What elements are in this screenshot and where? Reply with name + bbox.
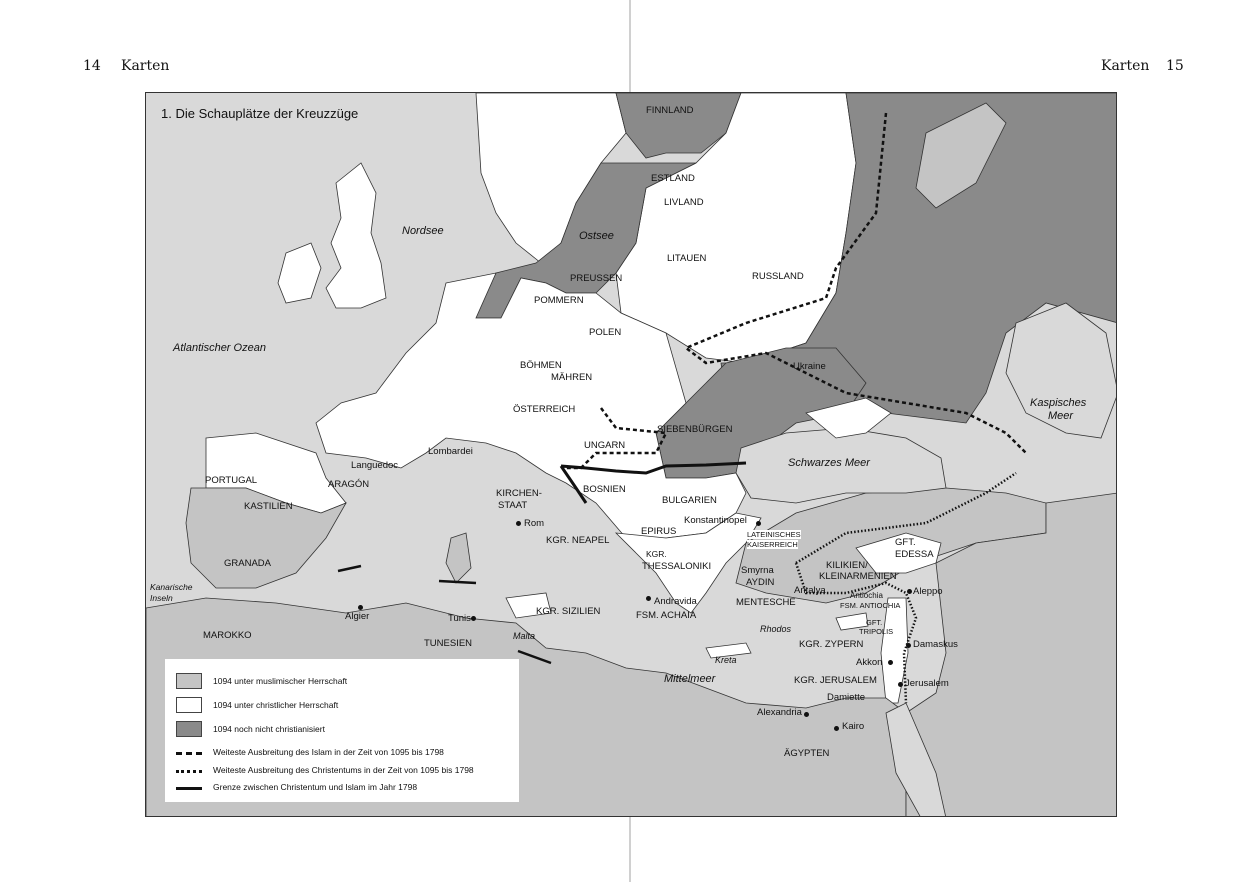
label-rhodos: Rhodos [760, 624, 792, 634]
label-polen: POLEN [589, 327, 622, 338]
legend-label-muslim: 1094 unter muslimischer Herrschaft [213, 676, 348, 686]
label-granada: GRANADA [224, 558, 271, 569]
label-fsm-antiochia: FSM. ANTIOCHIA [840, 601, 901, 610]
label-alexandria: Alexandria [757, 707, 802, 718]
label-algier: Algier [345, 611, 370, 622]
label-kilikien-1: KILIKIEN/ [826, 560, 868, 571]
label-aydin: AYDIN [746, 577, 775, 588]
label-kreta: Kreta [715, 655, 737, 665]
label-thessaloniki-1: KGR. [646, 549, 667, 559]
label-kirchenstaat-1: KIRCHEN- [496, 488, 542, 499]
label-antiochia: Antiochia [850, 591, 883, 600]
legend-line-islam [176, 752, 202, 755]
label-antalya: Antalya [794, 585, 826, 596]
label-marokko: MAROKKO [203, 630, 252, 641]
label-kirchenstaat-2: STAAT [498, 500, 528, 511]
legend-label-christ-line: Weiteste Ausbreitung des Christentums in der Zeit von 1095 bis 1798 [213, 765, 474, 775]
label-estland: ESTLAND [651, 173, 695, 184]
page-number-left: 14 [83, 58, 101, 74]
label-atlantik: Atlantischer Ozean [173, 342, 266, 354]
legend-line-christ [176, 770, 202, 773]
label-mentesche: MENTESCHE [736, 597, 796, 608]
label-fsm-achaia: FSM. ACHAIA [636, 610, 697, 621]
legend-label-pagan: 1094 noch nicht christianisiert [213, 724, 325, 734]
label-tunis: Tunis [448, 613, 471, 624]
label-damaskus: Damaskus [913, 639, 958, 650]
city-dot-aleppo [907, 589, 912, 594]
label-ostsee: Ostsee [579, 230, 614, 242]
legend-line-border [176, 787, 202, 790]
label-kairo: Kairo [842, 721, 865, 732]
label-bulgarien: BULGARIEN [662, 495, 717, 506]
label-lateinisches-1: LATEINISCHES [747, 530, 801, 539]
label-pommern: POMMERN [534, 295, 584, 306]
label-konstantinopel: Konstantinopel [684, 515, 747, 526]
label-kanarische-2: Inseln [150, 593, 173, 603]
city-dot-tunis [471, 616, 476, 621]
city-dot-jerusalem [898, 682, 903, 687]
label-akkon: Akkon [856, 657, 883, 668]
label-siebenbuergen: SIEBENBÜRGEN [657, 424, 733, 435]
label-livland: LIVLAND [664, 197, 704, 208]
city-dot-damaskus [906, 643, 911, 648]
label-kaspisches-1: Kaspisches [1030, 397, 1087, 409]
label-kastilien: KASTILIEN [244, 501, 293, 512]
label-preussen: PREUSSEN [570, 273, 623, 284]
label-kaspisches-2: Meer [1048, 410, 1074, 422]
label-epirus: EPIRUS [641, 526, 677, 537]
city-dot-akkon [888, 660, 893, 665]
crusades-map [145, 92, 1117, 817]
label-kgr-sizilien: KGR. SIZILIEN [536, 606, 601, 617]
label-kanarische-1: Kanarische [150, 582, 193, 592]
label-bosnien: BOSNIEN [583, 484, 626, 495]
city-dot-kairo [834, 726, 839, 731]
label-russland: RUSSLAND [752, 271, 804, 282]
label-tunesien: TUNESIEN [424, 638, 473, 649]
label-boehmen: BÖHMEN [520, 360, 562, 371]
label-aragon: ARAGÓN [328, 479, 370, 490]
label-lateinisches-2: KAISERREICH [747, 540, 798, 549]
label-kgr-neapel: KGR. NEAPEL [546, 535, 610, 546]
map-title: 1. Die Schauplätze der Kreuzzüge [161, 106, 359, 121]
label-smyrna: Smyrna [741, 565, 774, 576]
label-maehren: MÄHREN [551, 372, 593, 383]
label-gft-tripolis-1: GFT. [866, 618, 883, 627]
label-damiette: Damiette [827, 692, 866, 703]
label-gft-edessa-1: GFT. [895, 537, 916, 548]
label-kgr-zypern: KGR. ZYPERN [799, 639, 864, 650]
label-ukraine: Ukraine [793, 361, 826, 372]
map-legend [165, 659, 519, 802]
label-aleppo: Aleppo [913, 586, 943, 597]
label-ungarn: UNGARN [584, 440, 626, 451]
city-dot-konstantinopel [756, 521, 761, 526]
legend-label-christian: 1094 unter christlicher Herrschaft [213, 700, 339, 710]
label-kgr-jerusalem: KGR. JERUSALEM [794, 675, 877, 686]
legend-swatch-pagan [176, 721, 202, 737]
label-gft-edessa-2: EDESSA [895, 549, 934, 560]
label-finnland: FINNLAND [646, 105, 694, 116]
city-dot-algier [358, 605, 363, 610]
legend-label-border-line: Grenze zwischen Christentum und Islam im Jahr 1798 [213, 782, 418, 792]
legend-swatch-christian [176, 697, 202, 713]
label-schwarzes-meer: Schwarzes Meer [788, 457, 870, 469]
label-aegypten: ÄGYPTEN [784, 748, 830, 759]
city-dot-alexandria [804, 712, 809, 717]
label-jerusalem: Jerusalem [905, 678, 949, 689]
city-dot-andravida [646, 596, 651, 601]
label-malta: Malta [513, 631, 536, 641]
label-andravida: Andravida [654, 596, 697, 607]
label-litauen: LITAUEN [667, 253, 707, 264]
label-portugal: PORTUGAL [205, 475, 258, 486]
page-number-right: 15 [1166, 58, 1184, 74]
label-gft-tripolis-2: TRIPOLIS [859, 627, 894, 636]
legend-swatch-muslim [176, 673, 202, 689]
label-languedoc: Languedoc [351, 460, 399, 471]
running-header-left: Karten [121, 58, 170, 74]
city-dot-rom [516, 521, 521, 526]
label-lombardei: Lombardei [428, 446, 473, 457]
label-nordsee: Nordsee [402, 225, 444, 237]
label-thessaloniki-2: THESSALONIKI [642, 561, 712, 572]
label-rom: Rom [524, 518, 545, 529]
label-oesterreich: ÖSTERREICH [513, 404, 576, 415]
label-kilikien-2: KLEINARMENIEN [819, 571, 897, 582]
label-mittelmeer: Mittelmeer [664, 673, 716, 685]
running-header-right: Karten [1101, 58, 1150, 74]
legend-label-islam-line: Weiteste Ausbreitung des Islam in der Zeit von 1095 bis 1798 [213, 747, 444, 757]
